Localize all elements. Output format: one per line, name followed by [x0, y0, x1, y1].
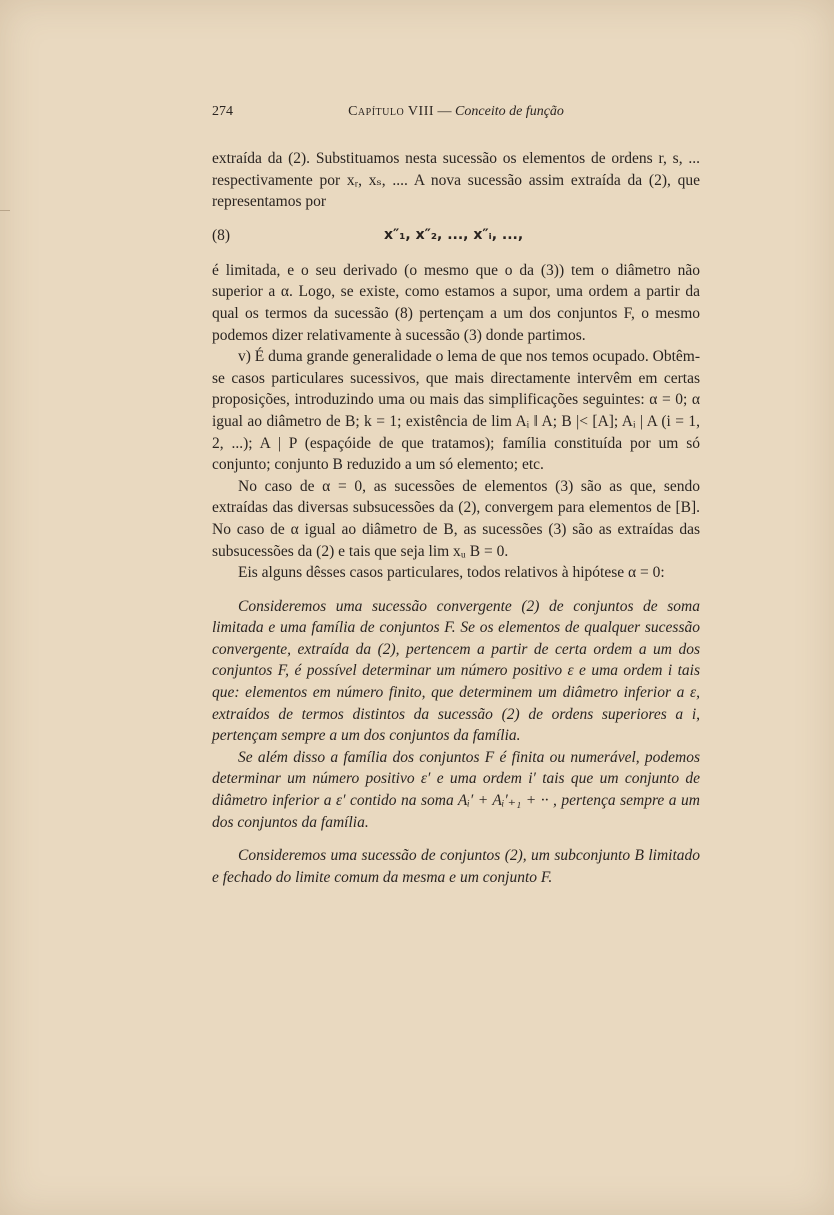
paragraph-3: v) É duma grande generalidade o lema de que nos temos ocupado. Obtêm-se casos particulares sucessivos, que mais directamente intervêm em certas proposições, introduzindo uma ou mais das simplificações seguintes: α = 0; α igual ao diâmetro de B; k = 1; existência de lim Aᵢ ‖ A; B |< [A]; Aᵢ | A (i = 1, 2, ...); A | P (espaçóide de que tratamos); família constituída por um só conjunto; conjunto B reduzido a um só elemento; etc. — [212, 348, 700, 474]
paragraph-4: No caso de α = 0, as sucessões de elementos (3) são as que, sendo extraídas das diversas subsucessões da (2), convergem para elementos de [B]. No caso de α igual ao diâmetro de B, as sucessões (3) são as extraídas das subsucessões da (2) e tais que seja lim xᵤ B = 0. — [212, 477, 700, 560]
spacer — [212, 833, 700, 845]
equation-label: (8) — [212, 226, 231, 244]
equation-expression: x″₁, x″₂, ..., x″ᵢ, ..., — [384, 226, 524, 243]
spacer — [212, 584, 700, 596]
chapter-subtitle: Conceito de função — [455, 104, 564, 119]
theorem-block-2 — [212, 845, 700, 888]
theorem-1-corollary: Se além disso a família dos conjuntos F é finita ou numerável, podemos determinar um número positivo ε′ e uma ordem i′ tais que um conjunto de diâmetro inferior a ε′ contido na soma Aᵢ′ + Aᵢ′₊₁ + ·· , pertença sempre a um dos conjuntos da família. — [212, 748, 700, 831]
running-header — [212, 104, 700, 124]
theorem-2-statement: Consideremos uma sucessão de conjuntos (2), um subconjunto B limitado e fechado do limite comum da mesma e um conjunto F. — [212, 847, 700, 886]
equation-8 — [212, 221, 700, 251]
main-text — [212, 148, 700, 888]
theorem-1-statement: Consideremos uma sucessão convergente (2) de conjuntos de soma limitada e uma família de conjuntos F. Se os elementos de qualquer sucessão convergente, extraída da (2), pertencem a partir de certa ordem a um dos conjuntos F, é possível determinar um número positivo ε e uma ordem i tais que: elementos em número finito, que determinem um diâmetro inferior a ε, extraídos de termos distintos da sucessão (2) de ordens superiores a i, pertençam sempre a um dos conjuntos da família. — [212, 597, 700, 745]
page-edge-mark — [0, 210, 10, 216]
paragraph-1: extraída da (2). Substituamos nesta sucessão os elementos de ordens r, s, ... respectivamente por xᵣ, xₛ, .... A nova sucessão assim extraída da (2), que representamos por — [212, 150, 700, 211]
chapter-label: Capítulo VIII — [348, 104, 435, 119]
paragraph-5: Eis alguns dêsses casos particulares, todos relativos à hipótese α = 0: — [238, 564, 665, 582]
title-separator: — — [434, 104, 456, 119]
paragraph-2: é limitada, e o seu derivado (o mesmo que o da (3)) tem o diâmetro não superior a α. Logo, se existe, como estamos a supor, uma ordem a partir da qual os termos da sucessão (8) pertençam a um dos conjuntos F, o mesmo podemos dizer relativamente à sucessão (3) donde partimos. — [212, 261, 700, 344]
running-title — [212, 104, 700, 120]
theorem-block-1 — [212, 596, 700, 834]
page-number: 274 — [212, 104, 233, 119]
